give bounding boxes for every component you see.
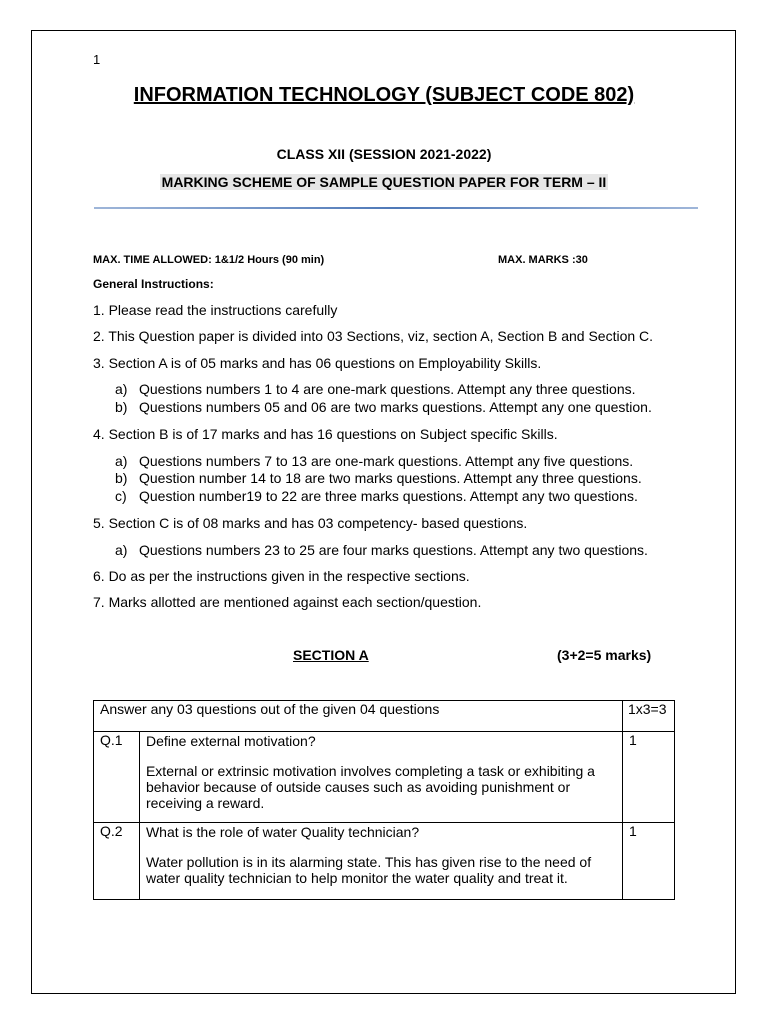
q1-cell bbox=[139, 732, 622, 823]
instruction-2: 2. This Question paper is divided into 03 Sections, viz, section A, Section B and Section C. bbox=[93, 328, 654, 344]
instruction-4b-label: b) bbox=[115, 470, 128, 486]
instruction-4c-text: Question number19 to 22 are three marks questions. Attempt any two questions. bbox=[139, 488, 638, 504]
instruction-4: 4. Section B is of 17 marks and has 16 questions on Subject specific Skills. bbox=[93, 426, 558, 442]
instruction-4c-label: c) bbox=[115, 488, 127, 504]
section-a-marks: (3+2=5 marks) bbox=[557, 647, 652, 663]
instruction-5a-label: a) bbox=[115, 542, 128, 558]
class-session: CLASS XII (SESSION 2021-2022) bbox=[276, 146, 492, 162]
instruction-3a-text: Questions numbers 1 to 4 are one-mark questions. Attempt any three questions. bbox=[139, 381, 636, 397]
table-header-marks: 1x3=3 bbox=[622, 701, 674, 732]
instruction-3a-label: a) bbox=[115, 381, 128, 397]
instruction-3b-label: b) bbox=[115, 399, 128, 415]
q2-marks: 1 bbox=[622, 823, 674, 900]
q2-number: Q.2 bbox=[94, 823, 140, 900]
max-time: MAX. TIME ALLOWED: 1&1/2 Hours (90 min) bbox=[93, 254, 325, 266]
page-number: 1 bbox=[93, 52, 101, 67]
document-title: INFORMATION TECHNOLOGY (SUBJECT CODE 802) bbox=[133, 84, 635, 106]
section-a-table bbox=[93, 700, 675, 900]
general-instructions-heading: General Instructions: bbox=[93, 277, 214, 291]
q1-answer: External or extrinsic motivation involves completing a task or exhibiting a behavior because of outside causes such as avoiding punishment or receiving a reward. bbox=[145, 763, 595, 811]
table-row bbox=[94, 732, 675, 823]
section-a-heading: SECTION A bbox=[293, 647, 369, 663]
instruction-5a-text: Questions numbers 23 to 25 are four marks questions. Attempt any two questions. bbox=[139, 542, 648, 558]
instruction-3b-text: Questions numbers 05 and 06 are two marks questions. Attempt any one question. bbox=[139, 399, 652, 415]
instruction-5: 5. Section C is of 08 marks and has 03 competency- based questions. bbox=[93, 515, 528, 531]
q2-answer: Water pollution is in its alarming state. This has given rise to the need of water quality technician to help monitor the water quality and treat it. bbox=[145, 854, 592, 886]
q1-marks: 1 bbox=[622, 732, 674, 823]
marking-scheme-text: MARKING SCHEME OF SAMPLE QUESTION PAPER FOR TERM – II bbox=[161, 174, 607, 190]
q2-question: What is the role of water Quality technician? bbox=[145, 824, 420, 840]
divider-line bbox=[94, 207, 698, 209]
instruction-4a-label: a) bbox=[115, 453, 128, 469]
instruction-6: 6. Do as per the instructions given in the respective sections. bbox=[93, 568, 470, 584]
instruction-4b-text: Question number 14 to 18 are two marks questions. Attempt any three questions. bbox=[139, 470, 642, 486]
table-header-text: Answer any 03 questions out of the given 04 questions bbox=[94, 701, 623, 732]
q1-question: Define external motivation? bbox=[145, 733, 316, 749]
q1-number: Q.1 bbox=[94, 732, 140, 823]
table-row bbox=[94, 823, 675, 900]
instruction-7: 7. Marks allotted are mentioned against each section/question. bbox=[93, 594, 482, 610]
max-marks: MAX. MARKS :30 bbox=[498, 254, 588, 266]
marking-scheme-heading bbox=[0, 174, 768, 190]
instruction-4a-text: Questions numbers 7 to 13 are one-mark questions. Attempt any five questions. bbox=[139, 453, 634, 469]
instruction-1: 1. Please read the instructions carefully bbox=[93, 302, 338, 318]
q2-cell bbox=[139, 823, 622, 900]
table-header-row bbox=[94, 701, 675, 732]
instruction-3: 3. Section A is of 05 marks and has 06 questions on Employability Skills. bbox=[93, 355, 542, 371]
